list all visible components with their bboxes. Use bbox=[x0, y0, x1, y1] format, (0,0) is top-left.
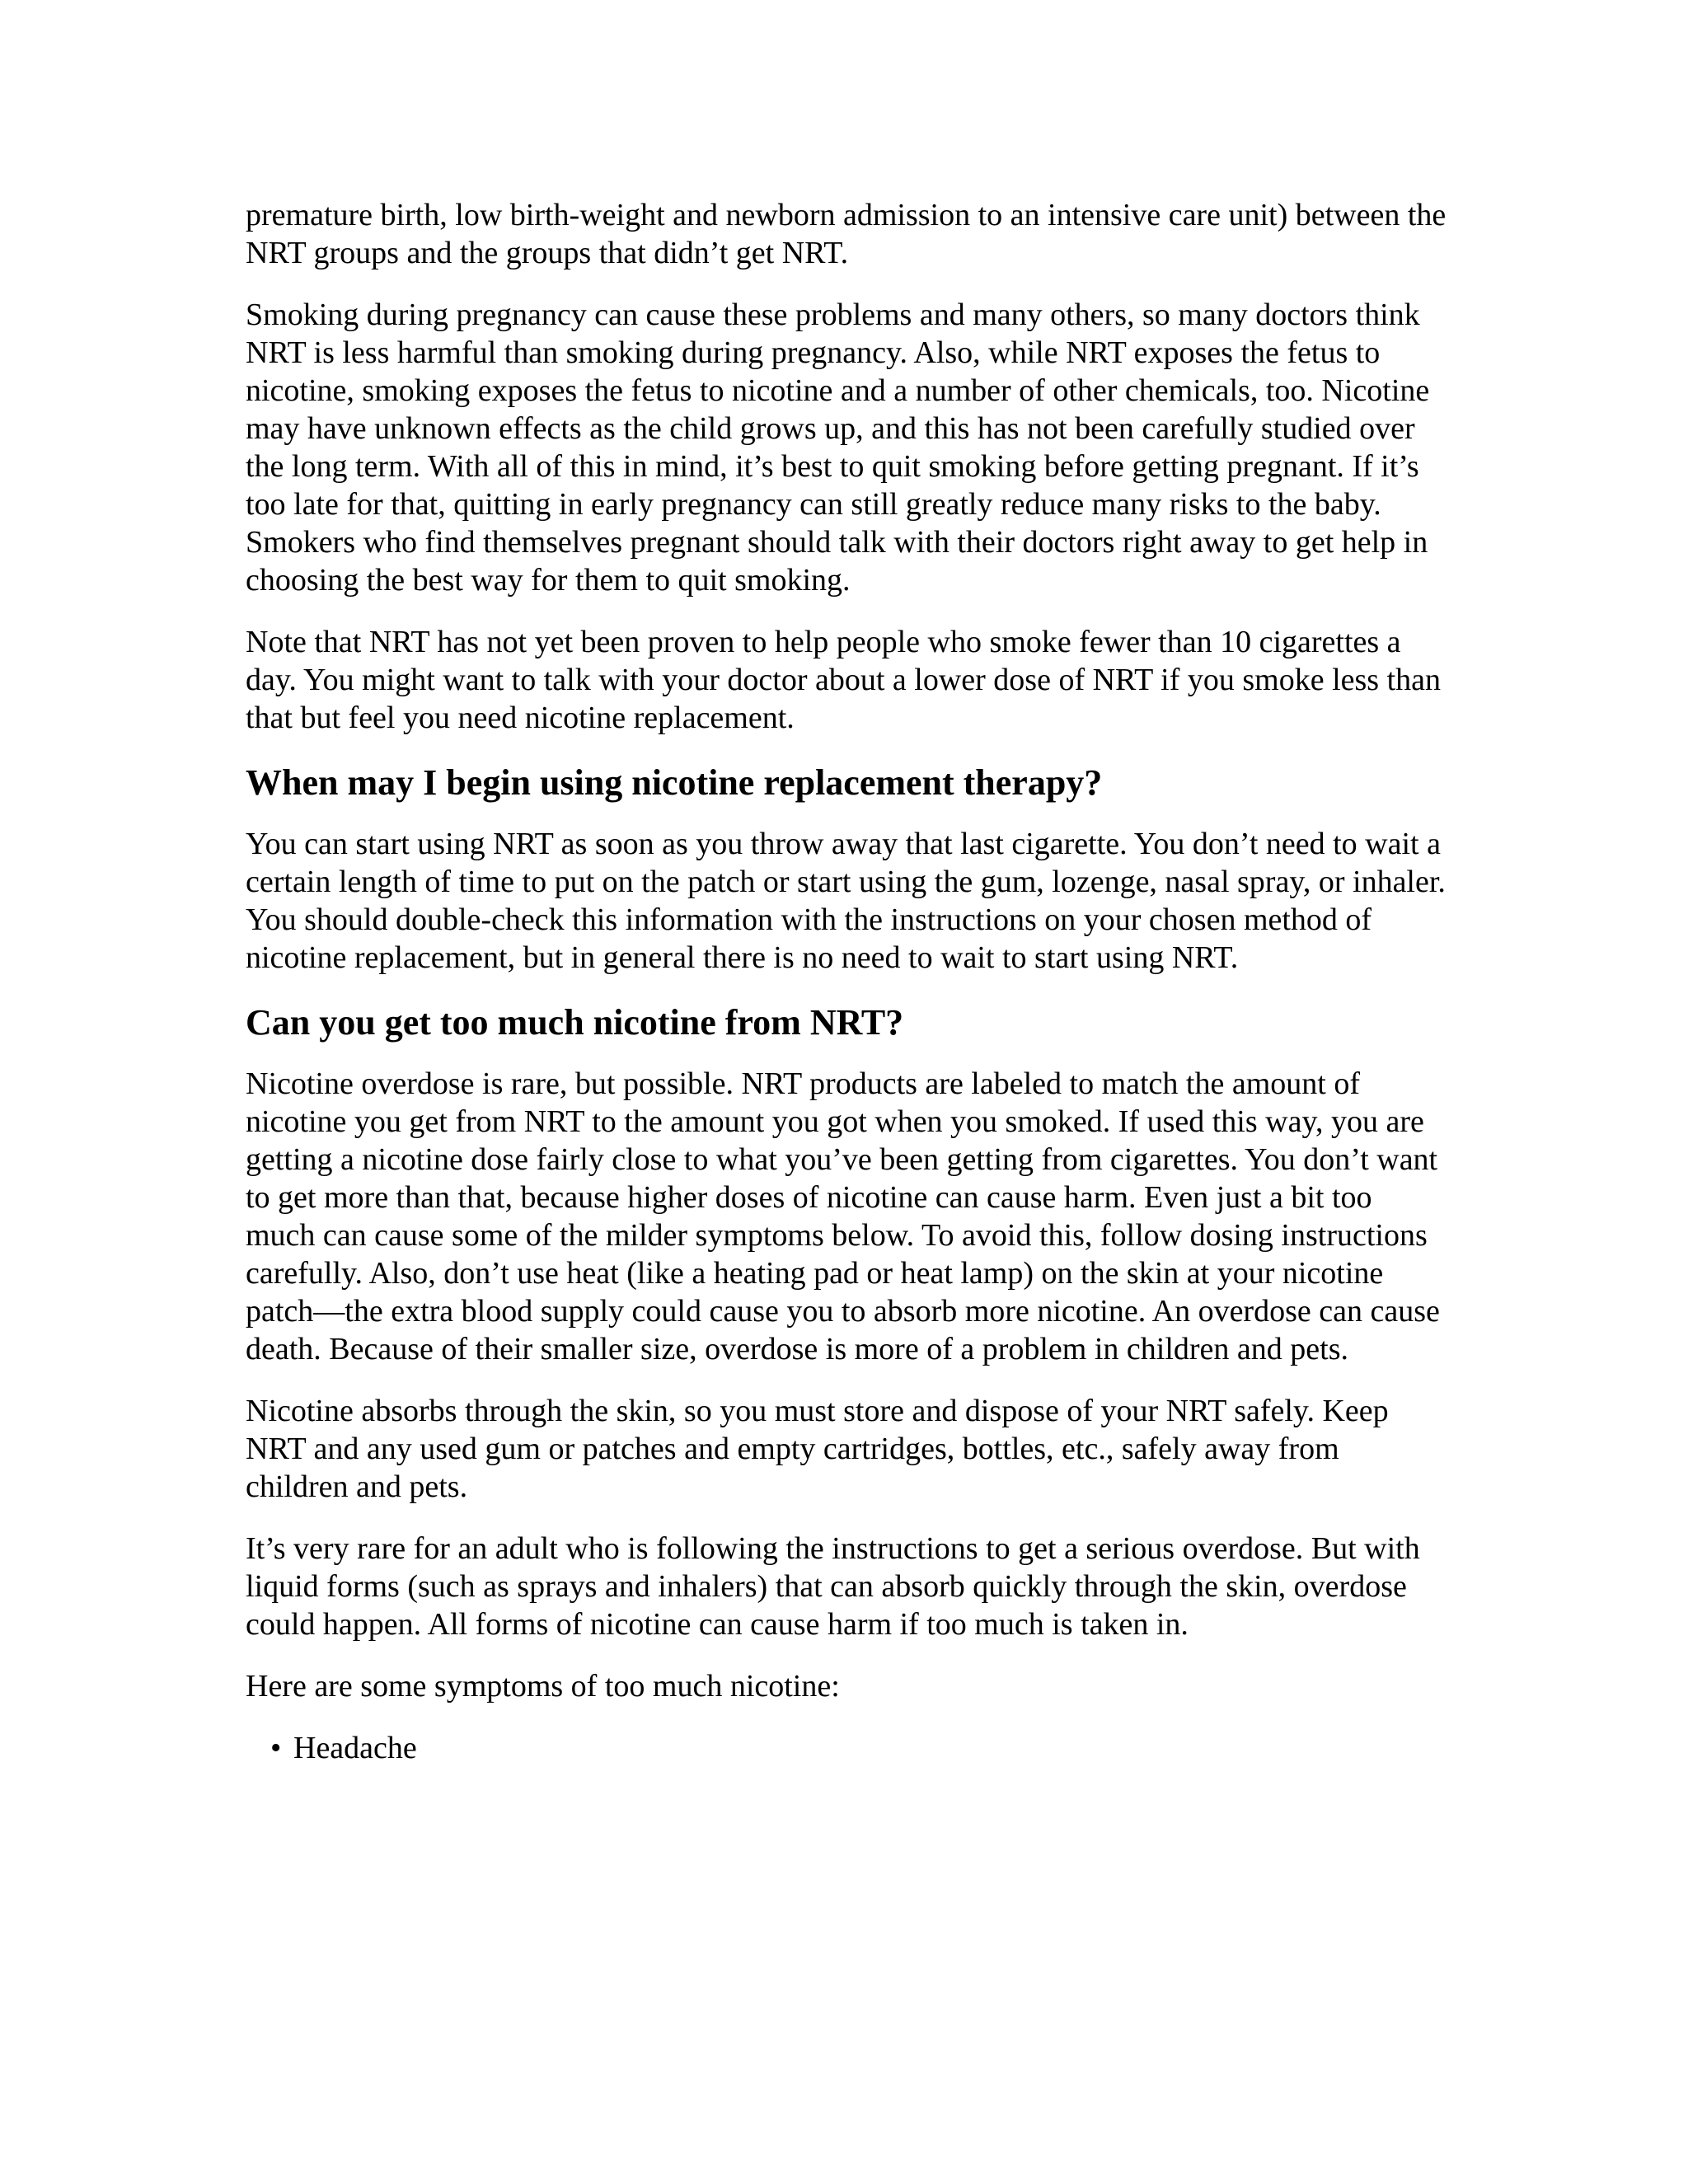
intro-paragraph-1: premature birth, low birth-weight and newborn admission to an intensive care unit) between the NRT groups and the groups that didn’t get NRT. bbox=[246, 198, 1447, 270]
overdose-paragraph-1: Nicotine overdose is rare, but possible. NRT products are labeled to match the amount of nicotine you get from NRT to the amount you got when you smoked. If used this way, you are getting a nicotine dose fairly close to what you’ve been getting from cigarettes. You don’t want to get more than that, because higher doses of nicotine can cause harm. Even just a bit too much can cause some of the milder symptoms below. To avoid this, follow dosing instructions carefully. Also, don’t use heat (like a heating pad or heat lamp) on the skin at your nicotine patch—the extra blood supply could cause you to absorb more nicotine. An overdose can cause death. Because of their smaller size, overdose is more of a problem in children and pets. bbox=[246, 1066, 1440, 1366]
intro-paragraph-3: Note that NRT has not yet been proven to help people who smoke fewer than 10 cigarettes a day. You might want to talk with your doctor about a lower dose of NRT if you smoke less than that but feel you need nicotine replacement. bbox=[246, 625, 1441, 735]
section-heading-begin: When may I begin using nicotine replacement therapy? bbox=[246, 762, 1103, 803]
symptoms-list bbox=[246, 1729, 1449, 1767]
bullet-icon: • bbox=[270, 1731, 282, 1765]
begin-paragraph-1: You can start using NRT as soon as you throw away that last cigarette. You don’t need to wait a certain length of time to put on the patch or start using the gum, lozenge, nasal spray, or inhaler. You should double-check this information with the instructions on your chosen method of nicotine replacement, but in general there is no need to wait to start using NRT. bbox=[246, 827, 1446, 975]
overdose-paragraph-2: Nicotine absorbs through the skin, so you must store and dispose of your NRT safely. Keep NRT and any used gum or patches and empty cartridges, bottles, etc., safely away from children and pets. bbox=[246, 1394, 1389, 1504]
overdose-paragraph-3: It’s very rare for an adult who is following the instructions to get a serious overdose. But with liquid forms (such as sprays and inhalers) that can absorb quickly through the skin, overdose could happen. All forms of nicotine can cause harm if too much is taken in. bbox=[246, 1531, 1420, 1642]
symptoms-intro: Here are some symptoms of too much nicotine: bbox=[246, 1669, 840, 1704]
intro-paragraph-2: Smoking during pregnancy can cause these problems and many others, so many doctors think NRT is less harmful than smoking during pregnancy. Also, while NRT exposes the fetus to nicotine, smoking exposes the fetus to nicotine and a number of other chemicals, too. Nicotine may have unknown effects as the child grows up, and this has not been carefully studied over the long term. With all of this in mind, it’s best to quit smoking before getting pregnant. If it’s too late for that, quitting in early pregnancy can still greatly reduce many risks to the baby. Smokers who find themselves pregnant should talk with their doctors right away to get help in choosing the best way for them to quit smoking. bbox=[246, 298, 1430, 598]
symptom-text: Headache bbox=[293, 1731, 417, 1765]
document-page bbox=[246, 196, 1449, 1767]
section-heading-overdose: Can you get too much nicotine from NRT? bbox=[246, 1002, 904, 1043]
list-item bbox=[270, 1729, 1449, 1767]
